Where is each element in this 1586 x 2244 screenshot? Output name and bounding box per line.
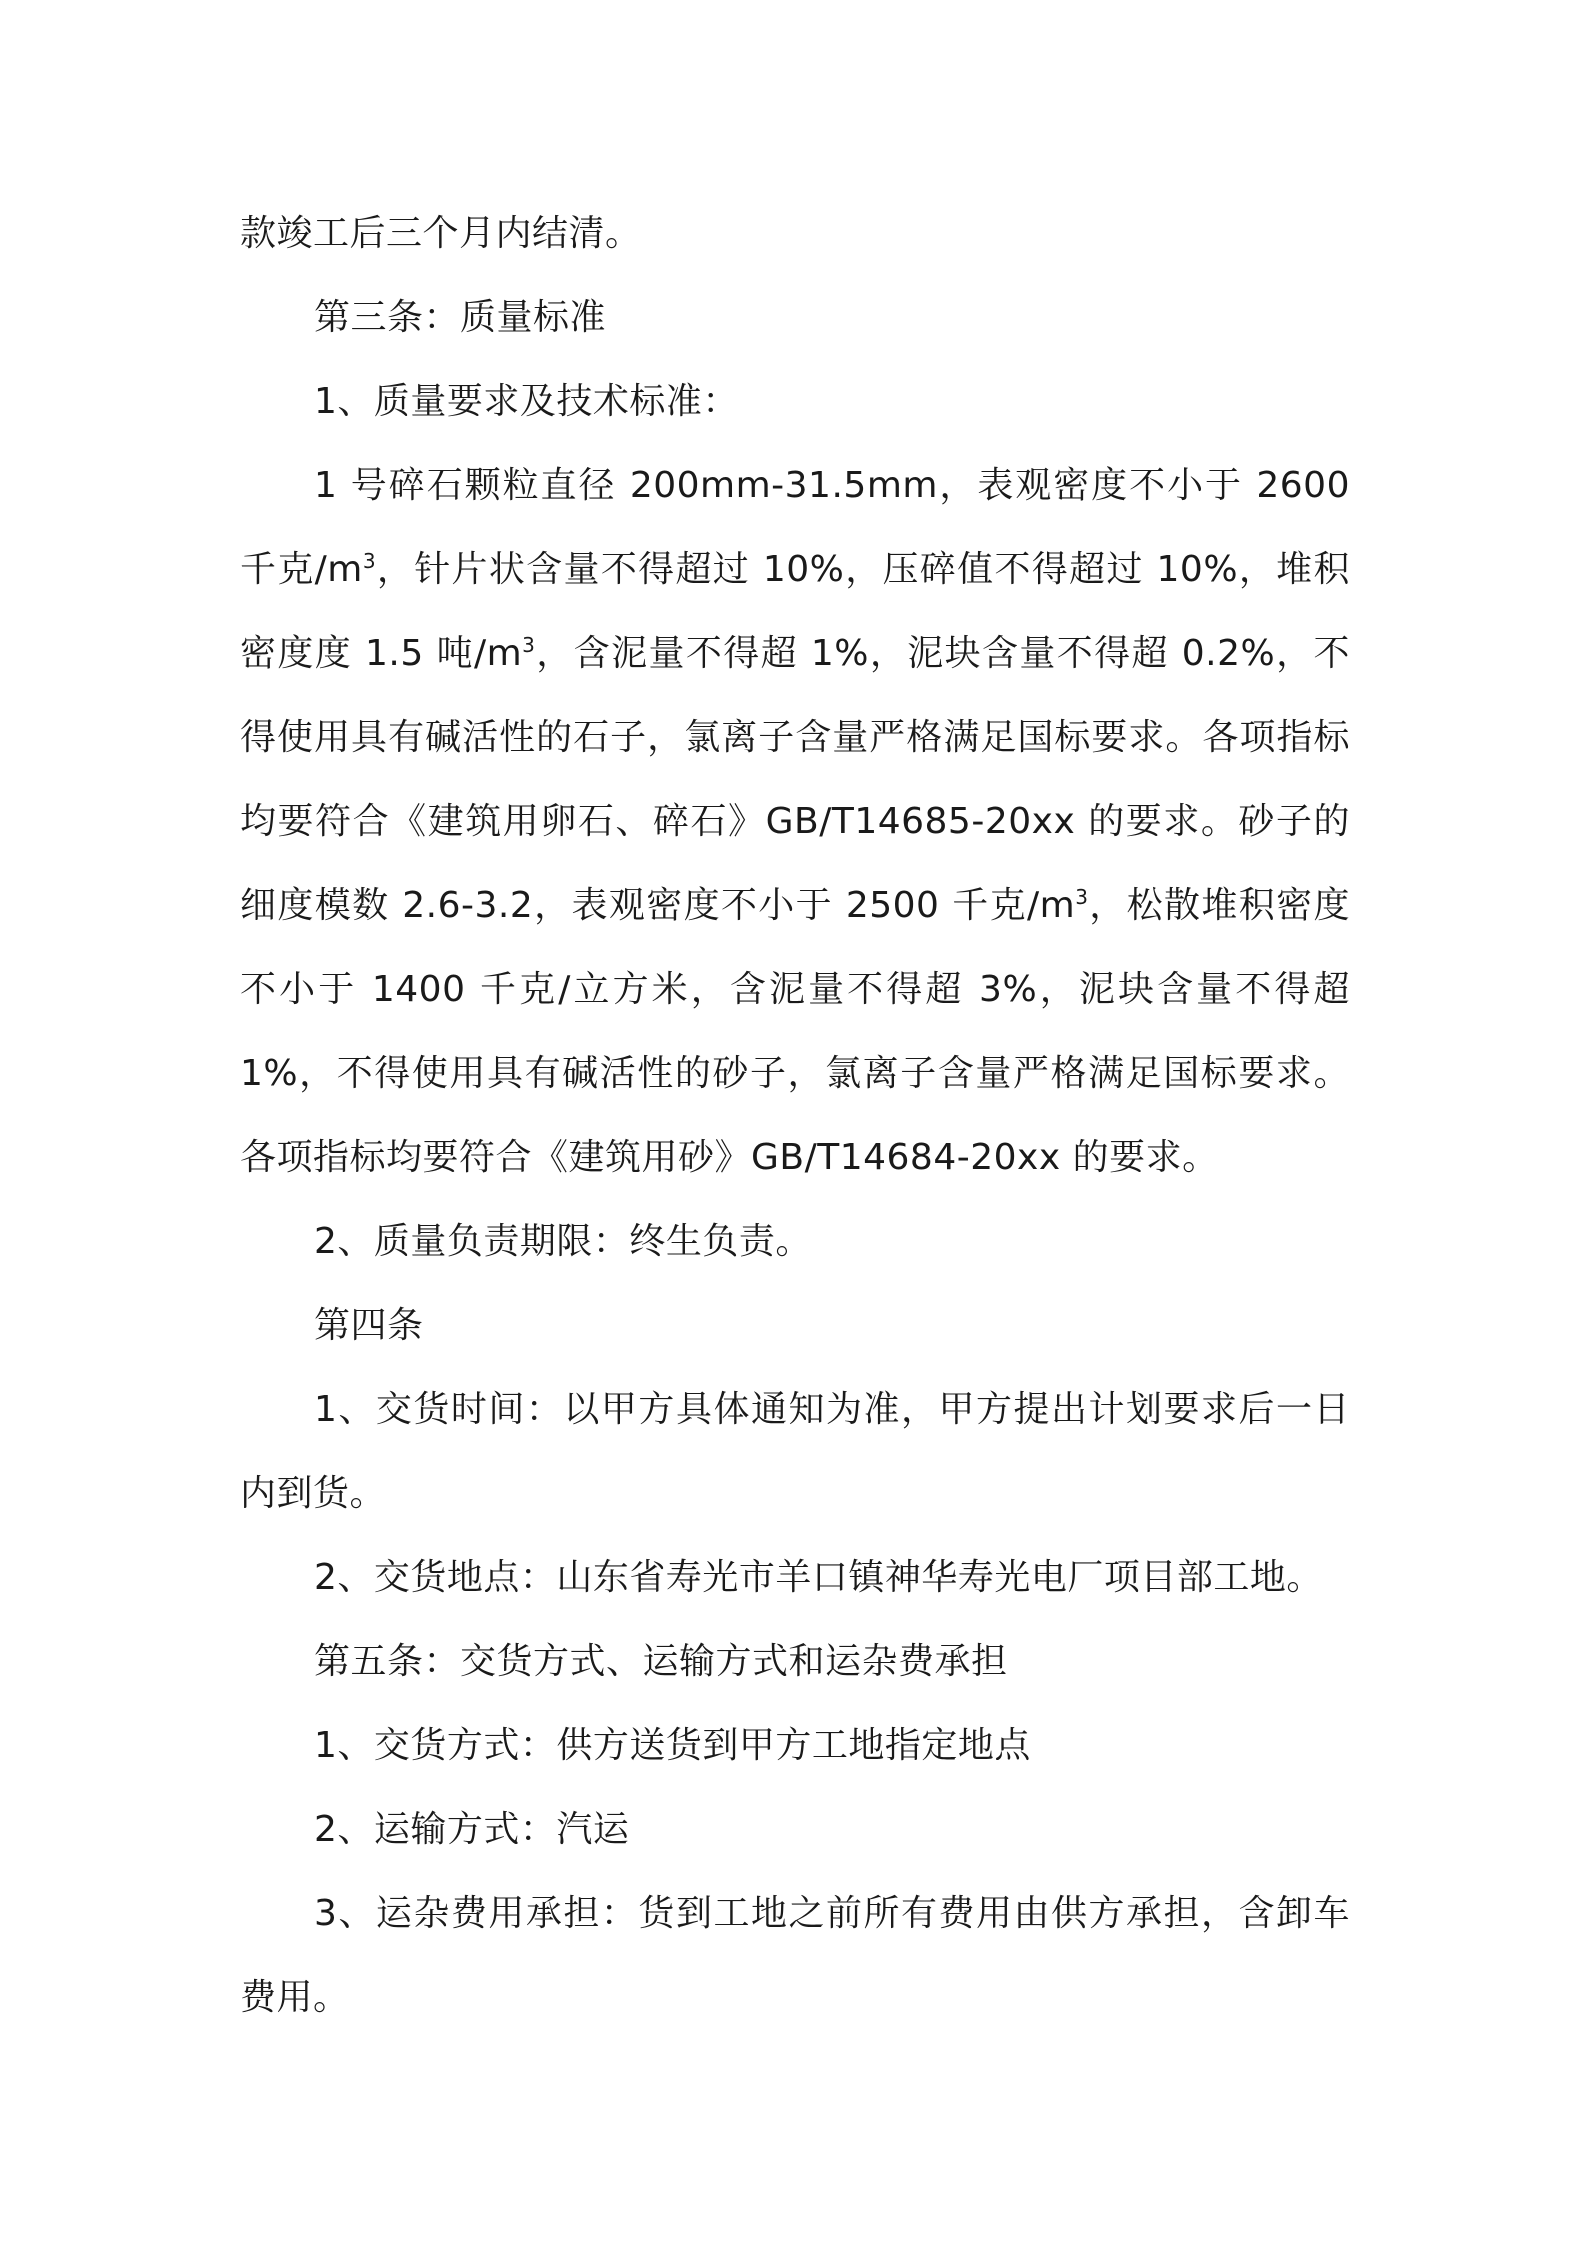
paragraph-quality-requirements-title: 1、质量要求及技术标准： xyxy=(314,381,739,422)
standards-text-2: ，针片状含量不得超过 10%，压碎值不得超过 10%，堆积密度度 1.5 吨/m xyxy=(240,549,1350,674)
paragraph-technical-standards xyxy=(240,444,1350,1200)
paragraph-quality-period: 2、质量负责期限：终生负责。 xyxy=(314,1221,812,1262)
paragraph-delivery-method: 1、交货方式：供方送货到甲方工地指定地点 xyxy=(314,1725,1031,1766)
standards-text-1: 1 号碎石颗粒直径 200mm-31.5mm，表观密度不小于 2600 千克/m xyxy=(240,465,1350,590)
superscript-cubed: 3 xyxy=(1075,885,1089,909)
heading-article-4: 第四条 xyxy=(314,1305,424,1346)
heading-article-3-quality: 第三条：质量标准 xyxy=(314,297,607,338)
superscript-cubed: 3 xyxy=(522,633,536,657)
superscript-cubed: 3 xyxy=(362,549,377,573)
heading-article-5-delivery: 第五条：交货方式、运输方式和运杂费承担 xyxy=(314,1641,1008,1682)
paragraph-delivery-location: 2、交货地点：山东省寿光市羊口镇神华寿光电厂项目部工地。 xyxy=(314,1557,1323,1598)
standards-text-4: ，松散堆积密度不小于 1400 千克/立方米，含泥量不得超 3%，泥块含量不得超 1%，不得使用具有碱活性的砂子，氯离子含量严格满足国标要求。各项指标均要符合《建筑用砂》GB/T14684-20xx 的要求。 xyxy=(240,885,1350,1178)
paragraph-transport-method: 2、运输方式：汽运 xyxy=(314,1809,630,1850)
standards-text-3: ，含泥量不得超 1%，泥块含量不得超 0.2%，不得使用具有碱活性的石子，氯离子含量严格满足国标要求。各项指标均要符合《建筑用卵石、碎石》GB/T14685-20xx 的要求。砂子的细度模数 2.6-3.2，表观密度不小于 2500 千克/m xyxy=(240,633,1350,926)
paragraph-freight-costs: 3、运杂费用承担：货到工地之前所有费用由供方承担，含卸车费用。 xyxy=(240,1893,1350,2018)
paragraph-delivery-time: 1、交货时间：以甲方具体通知为准，甲方提出计划要求后一日内到货。 xyxy=(240,1389,1350,1514)
paragraph-payment-settlement: 款竣工后三个月内结清。 xyxy=(240,213,642,254)
document-body xyxy=(240,192,1350,2040)
